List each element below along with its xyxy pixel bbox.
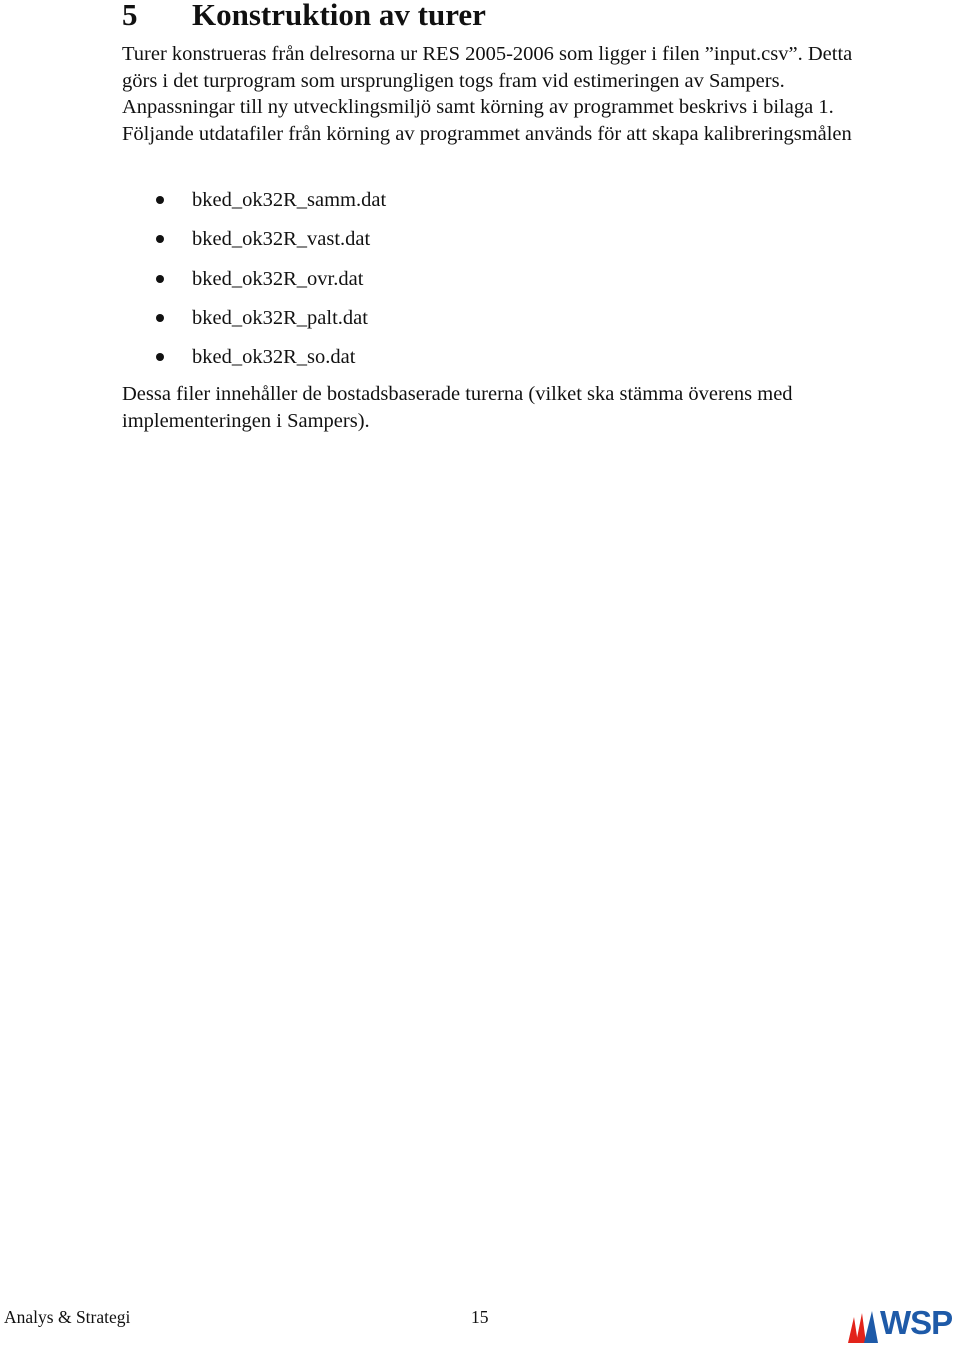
wsp-logo-text: WSP xyxy=(880,1304,953,1341)
bullet-icon xyxy=(156,235,164,243)
section-heading xyxy=(122,0,486,34)
wsp-logo-mark-icon xyxy=(846,1309,882,1345)
file-name: bked_ok32R_so.dat xyxy=(192,346,356,369)
bullet-icon xyxy=(156,275,164,283)
closing-paragraph: Dessa filer innehåller de bostadsbaserade turerna (vilket ska stämma överens med implementeringen i Sampers). xyxy=(122,383,793,432)
file-name: bked_ok32R_samm.dat xyxy=(192,189,387,211)
wsp-logo xyxy=(846,1304,958,1347)
file-name: bked_ok32R_palt.dat xyxy=(192,306,368,329)
bullet-icon xyxy=(156,353,164,361)
intro-paragraph: Turer konstrueras från delresorna ur RES 2005-2006 som ligger i filen ”input.csv”. Detta görs i det turprogram som ursprungligen togs fram vid estimeringen av Sampers. Anpassningar till ny utvecklingsmiljö samt körning av programmet beskrivs i bilaga 1. Följande utdatafiler från körning av programmet används för att skapa kalibreringsmålen xyxy=(122,43,853,145)
section-title: Konstruktion av turer xyxy=(192,0,486,32)
section-number: 5 xyxy=(122,0,138,32)
list-item xyxy=(122,224,386,263)
list-item xyxy=(122,342,386,381)
file-name: bked_ok32R_ovr.dat xyxy=(192,267,364,290)
file-name: bked_ok32R_vast.dat xyxy=(192,228,371,251)
bullet-icon xyxy=(156,314,164,322)
file-list xyxy=(122,185,386,381)
list-item xyxy=(122,185,386,224)
list-item xyxy=(122,303,386,342)
bullet-icon xyxy=(156,196,164,204)
list-item xyxy=(122,264,386,303)
page-number: 15 xyxy=(471,1307,489,1327)
footer-company: Analys & Strategi xyxy=(4,1307,131,1327)
